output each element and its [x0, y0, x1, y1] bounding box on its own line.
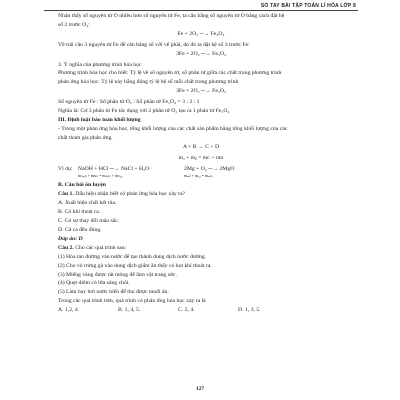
section-heading: III. Định luật bảo toàn khối lượng — [58, 117, 141, 124]
question-text: Cho các quá trình sau: — [73, 244, 127, 251]
question — [58, 245, 344, 252]
text-line: Nhận thấy số nguyên tử O nhiều hơn số nguyên tử Fe, ta cân bằng số nguyên tử O bằng cách đặt hệ — [58, 13, 285, 19]
example-label: Ví dụ: — [58, 165, 73, 172]
answer-option: C. Có sự thay đổi màu sắc. — [58, 217, 120, 224]
section-subheading: 3. Ý nghĩa của phương trình hóa học — [58, 61, 142, 68]
page-number: 127 — [195, 386, 205, 392]
text-line: chất tham gia phản ứng. — [58, 134, 113, 141]
answer-option: D. Cả ca đều đúng. — [58, 226, 102, 233]
example-mass-row — [58, 174, 344, 179]
question-text: Dấu hiệu nhận biết có phản ứng hóa học xảy ra? — [73, 191, 186, 198]
answer-option: B. 1, 4, 5. — [118, 307, 141, 314]
question — [58, 191, 344, 198]
text-line: Phương trình hóa học cho biết: Tỷ lệ về số nguyên tử, số phân tử giữa các chất trong phương trình — [58, 70, 282, 77]
answer-option: A. Xuất hiện chất kết tủa. — [58, 200, 117, 207]
text-line: phản ứng hóa học. Tỷ lệ này bằng đúng tỷ lệ hệ số mỗi chất trong phương trình — [58, 79, 239, 86]
section-heading: B. Câu hỏi ôn luyện — [58, 182, 106, 189]
process-item: (3) Miếng vàng được rát mỏng để làm vật trang sức. — [58, 271, 177, 278]
process-item: (2) Cho vỏ trứng gà vào dung dịch giấm ăn thấy có bọt khí thoát ra. — [58, 262, 212, 269]
header-rule — [44, 10, 358, 11]
answer-option: D. 1, 3, 5. — [238, 307, 261, 314]
text-line: Trong các quá trình trên, quá trình có phản ứng hóa học xảy ra là — [58, 298, 206, 305]
process-item: (4) Quẹt diêm có lửa sáng chói. — [58, 280, 130, 287]
text-line: Nghĩa là: Cứ 3 phân tử Fe tác dụng với 2 phân tử O₂ tạo ra 1 phân tử Fe₃O₄ — [58, 108, 230, 115]
answer-key: Đáp án: D — [58, 235, 83, 242]
question-label: Câu 2. — [58, 244, 74, 251]
equation: Fe + 2O₂ ─→ Fe₃O₄ — [177, 30, 225, 37]
answer-options-row — [58, 307, 344, 314]
equation: mₙₐₒₕ + mₕᴄₗ = mₙₐᴄₗ + mₕ₂ₒ — [78, 173, 123, 179]
equation: 3Fe + 2O₂ ─→ Fe₃O₄ — [176, 88, 226, 95]
question-label: Câu 1. — [58, 191, 74, 198]
text-line: số 2 trước O₂: — [58, 21, 90, 28]
page-body — [58, 13, 344, 316]
example-row — [58, 166, 344, 173]
answer-option: C. 2, 4. — [178, 307, 195, 314]
text-line: Số nguyên tử Fe : Số phân tử O₂ : Số phân tử Fe₃O₄ = 3 : 2 : 1 — [58, 99, 200, 106]
equation: 2Mg + O₂ ─→ 2MgO — [184, 165, 235, 172]
text-line: - Trong một phản ứng hóa học, tổng khối lượng của các chất sản phẩm bằng tổng khối lượng của các — [58, 125, 288, 132]
answer-option: B. Có khí thoát ra. — [58, 208, 101, 215]
equation: mₐ + mᵦ = mᴄ + mᴅ — [178, 154, 224, 161]
process-item: (1) Hòa tan đường vào nước để tạo thành dung dịch nước đường. — [58, 253, 207, 260]
answer-option: A. 1,2, 4. — [58, 307, 80, 314]
equation: A + B → C + D — [182, 143, 220, 150]
equation: mₘᵍ + mₒ₂ = mₘᵍₒ — [184, 173, 213, 179]
text-line: Về trái cần 3 nguyên tử Fe để cân bằng số với vế phải, do đó ta đặt hệ số 3 trước Fe: — [58, 41, 250, 48]
running-header: SỔ TAY BÀI TẬP TOÁN LÍ HÓA LỚP 8 — [260, 3, 356, 9]
process-item: (5) Làm bay hơi nước biển để thu được muối ăn. — [58, 289, 169, 296]
equation: NaOH + HCl ─→ NaCl + H₂O — [78, 165, 150, 172]
equation: 3Fe + 2O₂ ─→ Fe₃O₄ — [176, 50, 226, 57]
